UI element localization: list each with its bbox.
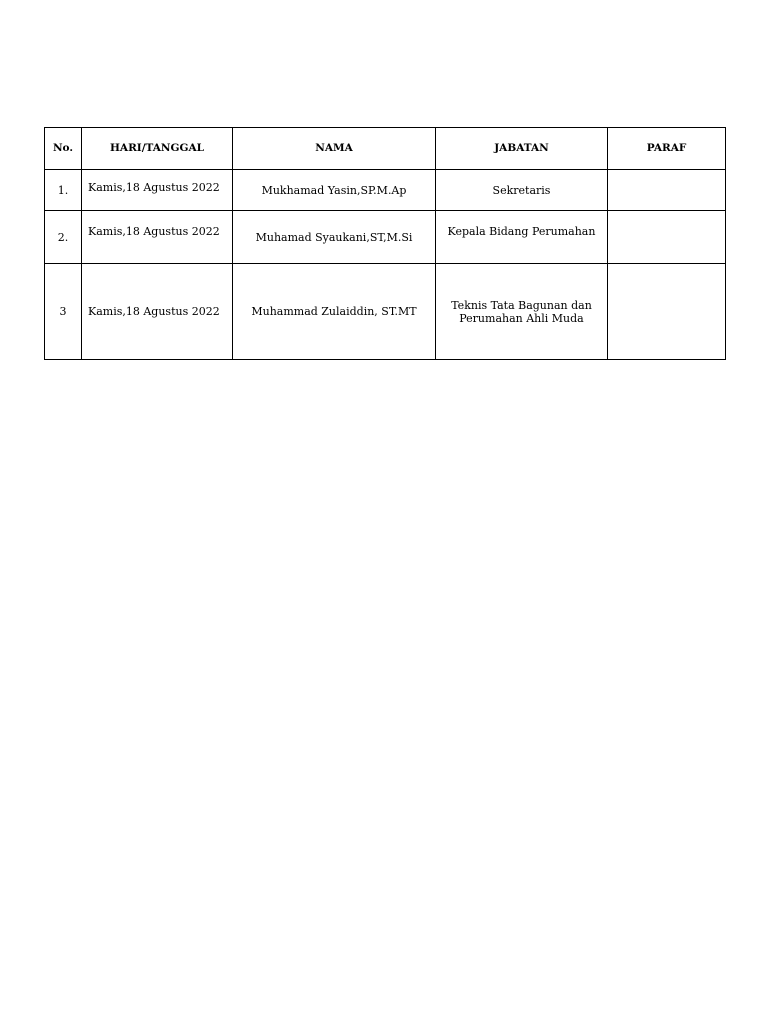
- row-no-text: 1.: [57, 183, 69, 197]
- row-nama-text: Muhammad Zulaiddin, ST.MT: [251, 305, 417, 318]
- row-jabatan: [436, 170, 608, 211]
- row-hari-tanggal: [82, 264, 233, 360]
- row-hari-tanggal-text: Kamis,18 Agustus 2022: [88, 224, 220, 238]
- attendance-table: [44, 127, 726, 360]
- table-row: [45, 211, 726, 264]
- row-hari-tanggal-text: Kamis,18 Agustus 2022: [88, 305, 220, 318]
- row-hari-tanggal: [82, 211, 233, 264]
- header-nama: NAMA: [233, 128, 436, 170]
- header-jabatan: JABATAN: [436, 128, 608, 170]
- row-jabatan: [436, 264, 608, 360]
- row-no: [45, 264, 82, 360]
- row-nama-text: Mukhamad Yasin,SP.M.Ap: [261, 183, 407, 197]
- row-jabatan-text: Sekretaris: [492, 183, 551, 197]
- row-nama: [233, 264, 436, 360]
- header-paraf: PARAF: [608, 128, 726, 170]
- header-hari-tanggal: HARI/TANGGAL: [82, 128, 233, 170]
- row-hari-tanggal-text: Kamis,18 Agustus 2022: [88, 180, 220, 194]
- row-paraf[interactable]: [608, 211, 726, 264]
- table-row: [45, 170, 726, 211]
- row-nama-text: Muhamad Syaukani,ST,M.Si: [255, 230, 413, 244]
- row-jabatan-text: Teknis Tata Bagunan dan Perumahan Ahli Muda: [451, 298, 592, 325]
- row-no: [45, 170, 82, 211]
- row-no: [45, 211, 82, 264]
- header-no: No.: [45, 128, 82, 170]
- row-hari-tanggal: [82, 170, 233, 211]
- table-header-row: [45, 128, 726, 170]
- row-nama: [233, 211, 436, 264]
- row-nama: [233, 170, 436, 211]
- row-jabatan: [436, 211, 608, 264]
- row-no-text: 3: [59, 305, 67, 318]
- row-paraf[interactable]: [608, 264, 726, 360]
- table-row: [45, 264, 726, 360]
- row-paraf[interactable]: [608, 170, 726, 211]
- row-jabatan-text: Kepala Bidang Perumahan: [447, 224, 596, 238]
- row-no-text: 2.: [57, 230, 69, 244]
